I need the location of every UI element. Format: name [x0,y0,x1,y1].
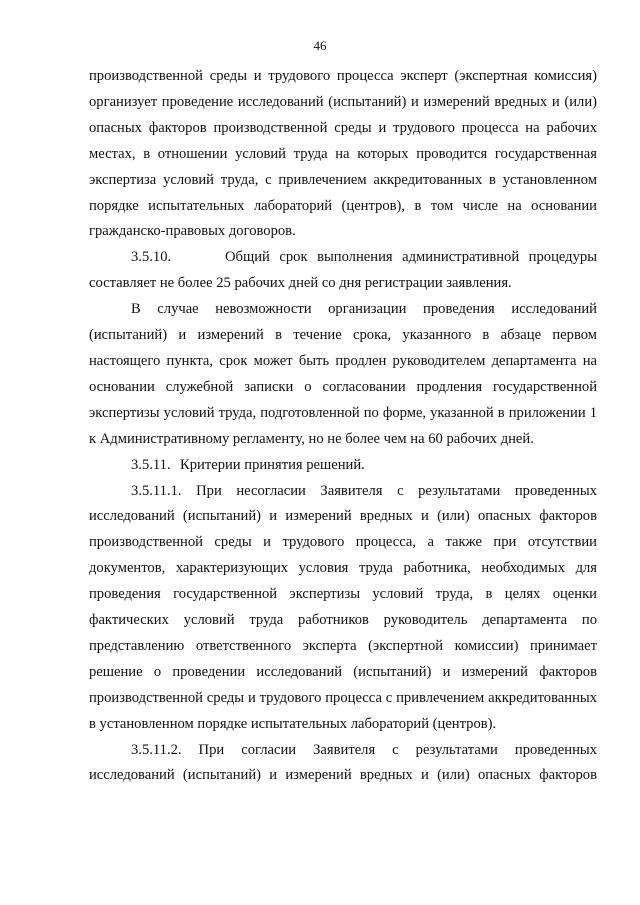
document-body [89,64,597,789]
clause-3-5-11 [89,453,597,479]
clause-number: 3.5.10. [131,249,172,266]
clause-3-5-11-2: 3.5.11.2. При согласии Заявителя с результатами проведенных исследований (испытаний) и измерений вредных и (или) опасных факторов [89,741,597,784]
clause-3-5-11-1: 3.5.11.1. При несогласии Заявителя с результатами проведенных исследований (испытаний) и измерений вредных и (или) опасных факторов производственной среды и трудового процесса, а также при отсутствии документов, характеризующих условия труда работника, необходимых для проведения государственной экспертизы условий труда, в целях оценки фактических условий труда работников руководитель департамента по представлению ответственного эксперта (экспертной комиссии) принимает решение о проведении исследований (испытаний) и измерений факторов производственной среды и трудового процесса с привлечением аккредитованных в установленном порядке испытательных лабораторий (центров). [89,482,597,732]
clause-3-5-10-continuation: составляет не более 25 рабочих дней со дня регистрации заявления. [89,275,512,292]
paragraph-extension: В случае невозможности организации проведения исследований (испытаний) и измерений в течение срока, указанного в абзаце первом настоящего пункта, срок может быть продлен руководителем департамента на основании служебной записки о согласовании продления государственной экспертизы условий труда, подготовленной по форме, указанной в приложении 1 к Административному регламенту, но не более чем на 60 рабочих дней. [89,301,597,447]
clause-3-5-10 [89,245,597,271]
paragraph-continuation: производственной среды и трудового процесса эксперт (экспертная комиссия) организует проведение исследований (испытаний) и измерений вредных и (или) опасных факторов производственной среды и трудового процесса на рабочих местах, в отношении условий труда на которых проводится государственная экспертиза условий труда, с привлечением аккредитованных в установленном порядке испытательных лабораторий (центров), в том числе на основании гражданско-правовых договоров. [89,68,597,240]
clause-first-line: Общий срок выполнения административной процедуры [225,249,597,266]
page-number: 46 [313,38,327,53]
clause-heading: Критерии принятия решений. [180,456,365,473]
clause-number: 3.5.11. [131,456,171,473]
